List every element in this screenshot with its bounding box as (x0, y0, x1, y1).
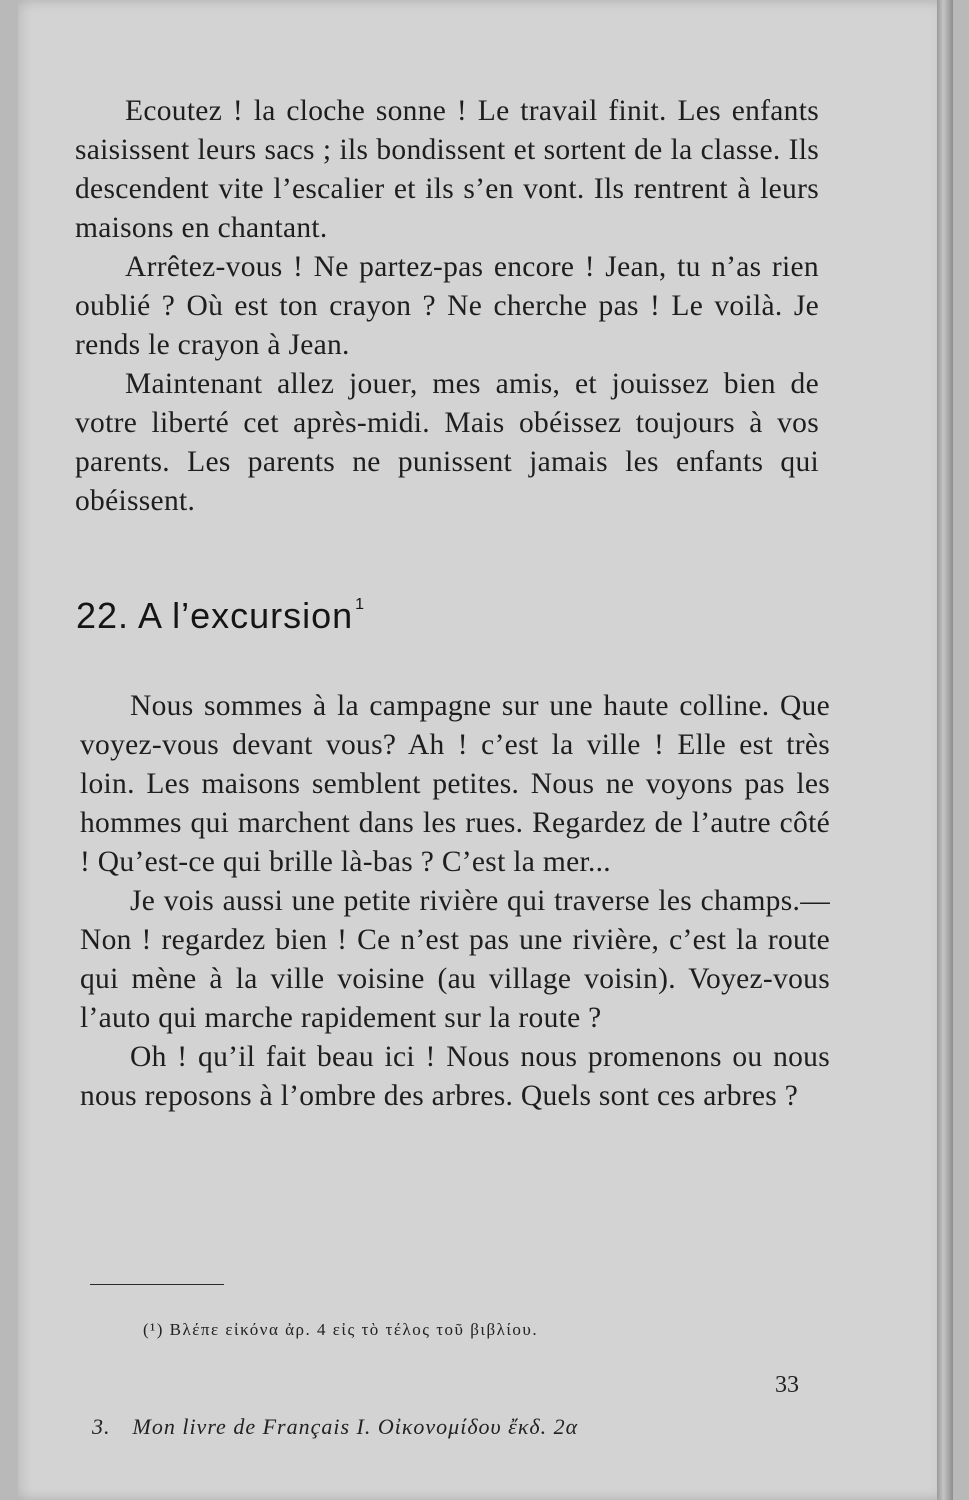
section-heading (76, 595, 365, 637)
paragraph-3: Maintenant allez jouer, mes amis, et jouissez bien de votre liberté cet après-midi. Mais obéissez toujours à vos parents. Les parents ne punissent jamais les enfants qui obéissent. (75, 368, 819, 517)
page-edge-shadow (937, 0, 953, 1500)
printer-imprint (92, 1414, 578, 1440)
signature-mark: 3. (92, 1414, 111, 1439)
paragraph-2: Arrêtez-vous ! Ne partez-pas encore ! Jean, tu n’as rien oublié ? Où est ton crayon ? Ne cherche pas ! Le voilà. Je rends le crayon à Jean. (75, 251, 819, 361)
paragraph-4: Nous sommes à la campagne sur une haute colline. Que voyez-vous devant vous? Ah ! c’est la ville ! Elle est très loin. Les maisons semblent petites. Nous ne voyons pas les hommes qui marchent dans les rues. Regardez de l’autre côté ! Qu’est-ce qui brille là-bas ? C’est la mer... (80, 690, 830, 878)
paragraph-6: Oh ! qu’il fait beau ici ! Nous nous promenons ou nous nous reposons à l’ombre des arbres. Quels sont ces arbres ? (80, 1041, 830, 1112)
section-2-text (80, 687, 830, 1116)
imprint-text: Mon livre de Français I. Οἰκονομίδου ἔκδ. 2α (132, 1414, 579, 1439)
footnote-marker: 1 (355, 596, 366, 613)
heading-text: 22. A l’excursion (76, 595, 354, 636)
paragraph-1: Ecoutez ! la cloche sonne ! Le travail finit. Les enfants saisissent leurs sacs ; ils bondissent et sortent de la classe. Ils descendent vite l’escalier et ils s’en vont. Ils rentrent à leurs maisons en chantant. (75, 95, 819, 244)
footnote-divider (90, 1284, 224, 1285)
section-1-text (75, 92, 819, 521)
paragraph-5: Je vois aussi une petite rivière qui traverse les champs.—Non ! regardez bien ! Ce n’est pas une rivière, c’est la route qui mène à la ville voisine (au village voisin). Voyez-vous l’auto qui marche rapidement sur la route ? (80, 885, 830, 1034)
page-number: 33 (775, 1372, 799, 1398)
footnote: (¹) Βλέπε εἰκόνα ἀρ. 4 εἰς τὸ τέλος τοῦ βιβλίου. (143, 1320, 539, 1339)
